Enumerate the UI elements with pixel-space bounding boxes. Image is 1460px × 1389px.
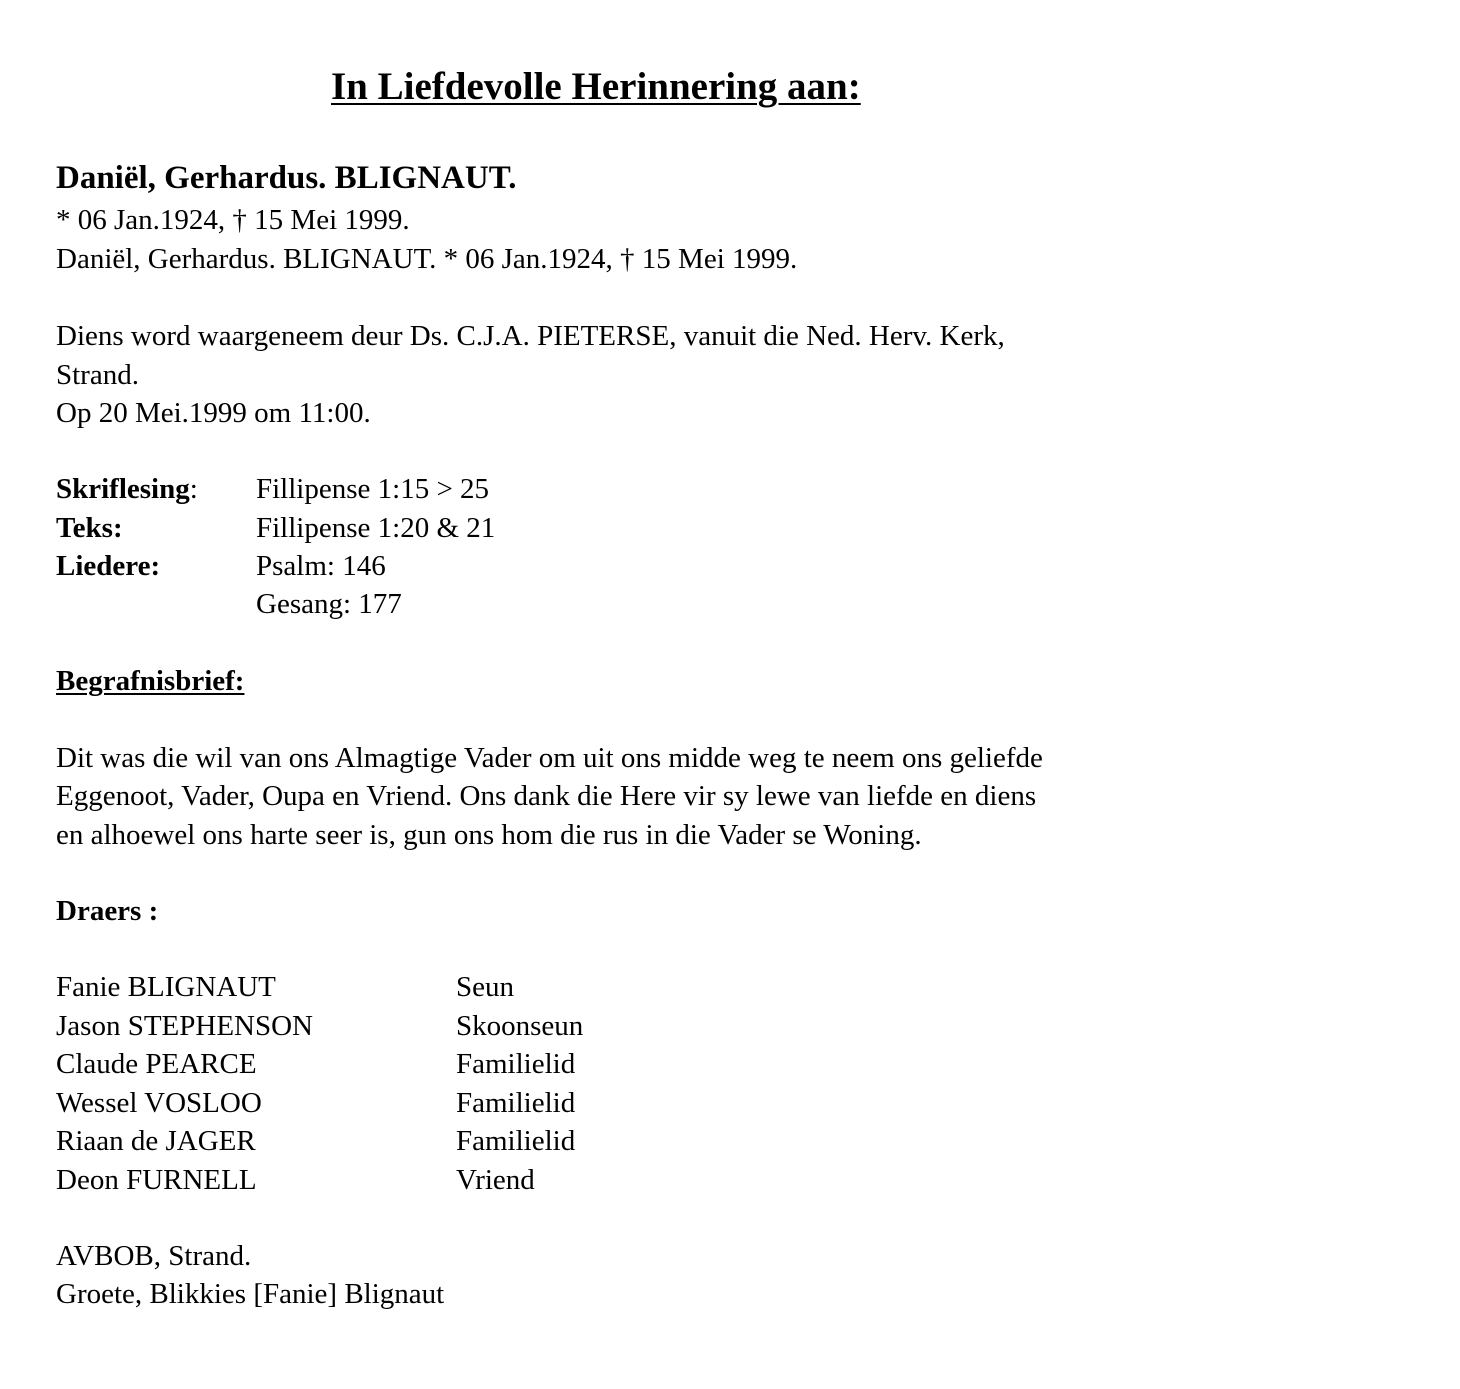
service-line-1: Diens word waargeneem deur Ds. C.J.A. PIETERSE, vanuit die Ned. Herv. Kerk, xyxy=(56,320,1005,352)
reading-label-colon: : xyxy=(189,473,198,505)
letter-line-3: en alhoewel ons harte seer is, gun ons hom die rus in die Vader se Woning. xyxy=(56,819,922,851)
bearers-heading: Draers : xyxy=(56,895,159,927)
bearer-relation: Seun xyxy=(456,971,514,1003)
dates-line: * 06 Jan.1924, † 15 Mei 1999. xyxy=(56,204,410,236)
bearer-name: Fanie BLIGNAUT xyxy=(56,971,276,1003)
text-value: Fillipense 1:20 & 21 xyxy=(256,512,496,544)
service-line-3: Op 20 Mei.1999 om 11:00. xyxy=(56,397,371,429)
letter-heading: Begrafnisbrief: xyxy=(56,665,245,697)
letter-line-2: Eggenoot, Vader, Oupa en Vriend. Ons dank die Here vir sy lewe van liefde en diens xyxy=(56,780,1037,812)
reading-value: Fillipense 1:15 > 25 xyxy=(256,473,490,505)
service-line-2: Strand. xyxy=(56,359,139,391)
page-title: In Liefdevolle Herinnering aan: xyxy=(331,65,861,108)
songs-label: Liedere: xyxy=(56,550,161,582)
full-name-dates-line: Daniël, Gerhardus. BLIGNAUT. * 06 Jan.1924, † 15 Mei 1999. xyxy=(56,243,798,275)
text-label: Teks: xyxy=(56,512,123,544)
reading-label-text: Skriflesing xyxy=(56,473,190,505)
bearer-relation: Familielid xyxy=(456,1125,576,1157)
letter-line-1: Dit was die wil van ons Almagtige Vader om uit ons midde weg te neem ons geliefde xyxy=(56,742,1043,774)
bearer-relation: Skoonseun xyxy=(456,1010,584,1042)
bearer-relation: Familielid xyxy=(456,1087,576,1119)
reading-label xyxy=(56,470,198,508)
bearer-name: Jason STEPHENSON xyxy=(56,1010,313,1042)
deceased-name: Daniël, Gerhardus. BLIGNAUT. xyxy=(56,160,517,196)
bearer-name: Wessel VOSLOO xyxy=(56,1087,262,1119)
songs-value-psalm: Psalm: 146 xyxy=(256,550,386,582)
bearer-name: Deon FURNELL xyxy=(56,1164,257,1196)
bearer-relation: Vriend xyxy=(456,1164,535,1196)
bearer-relation: Familielid xyxy=(456,1048,576,1080)
bearer-name: Riaan de JAGER xyxy=(56,1125,256,1157)
footer-line-1: AVBOB, Strand. xyxy=(56,1240,252,1272)
songs-value-gesang: Gesang: 177 xyxy=(256,588,402,620)
footer-line-2: Groete, Blikkies [Fanie] Blignaut xyxy=(56,1278,445,1310)
bearer-name: Claude PEARCE xyxy=(56,1048,257,1080)
